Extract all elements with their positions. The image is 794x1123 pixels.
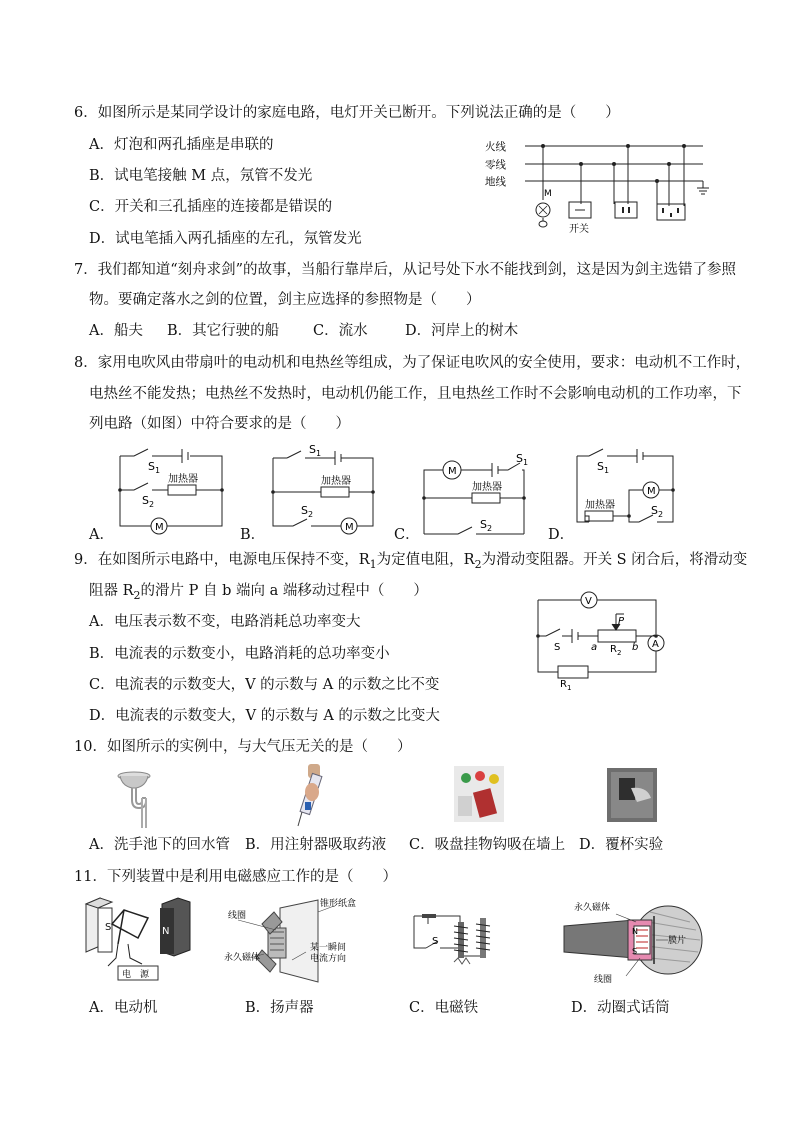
q11-a-s-pole-label: S [105,922,112,933]
q11-option-b: B．扬声器 [245,1000,314,1016]
q9-end-a-label: a [591,642,598,653]
q8-b-heater-label: 加热器 [321,476,351,487]
q8-c-heater-label: 加热器 [472,482,502,493]
q6-option-d: D．试电笔插入两孔插座的左孔，氖管发光 [89,231,362,247]
q9-option-d: D．电流表的示数变大，V 的示数与 A 的示数之比变大 [89,708,440,724]
q7-option-a: A．船夫 [89,323,143,339]
q10-inverted-cup-image [607,768,657,822]
q8-b-s1-label: S [309,443,316,456]
q11-option-d: D．动圈式话筒 [571,1000,670,1016]
q10-sink-drain-image [112,770,162,830]
q11-c-switch-label: S [432,936,439,947]
q6-neutral-wire-label: 零线 [485,159,506,171]
q6-ground-wire-label: 地线 [485,176,506,188]
q9-ammeter-label: A [652,639,659,650]
svg-text:S2: $S_2$ [142,494,155,509]
q10-option-b: B．用注射器吸取药液 [245,837,387,853]
svg-text:S1: $S_1$ [597,460,610,475]
q8-a-motor-label: M [155,522,164,533]
q9-option-c: C．电流表的示数变大，V 的示数与 A 的示数之比不变 [89,677,440,693]
q9-stem-line1: 9．在如图所示电路中，电源电压保持不变，$R_1$为定值电阻，$R_2$为滑动变阻器。开关 S 闭合后，将滑动变 [74,552,748,571]
q8-d-heater-label: 加热器 [585,500,615,511]
q9-voltmeter-label: V [585,596,592,607]
q8-d-motor-label: M [647,486,656,497]
q11-b-magnet-label: 永久磁体 [224,953,261,963]
svg-text:S1: $S_1$ [148,460,161,475]
q11-b-current-label-2: 电流方向 [310,954,347,964]
q10-stem: 10．如图所示的实例中，与大气压无关的是（ ） [74,739,412,755]
q8-a-heater-label: 加热器 [168,474,198,485]
q6-option-a: A．灯泡和两孔插座是串联的 [89,137,274,153]
svg-text:S1: $S_1$ [309,443,322,458]
q9-option-b: B．电流表的示数变小，电路消耗的总功率变小 [89,646,390,662]
q11-b-cone-label: 锥形纸盒 [320,899,357,909]
q8-option-c: C． [394,527,420,543]
q9-r1-label: R [560,679,567,690]
q9-option-a: A．电压表示数不变，电路消耗总功率变大 [89,614,361,630]
q7-option-d: D．河岸上的树木 [405,323,519,339]
q11-speaker-image [222,898,362,988]
q8-a-s2-label: S [142,494,149,507]
q8-circuit-a-figure [112,446,227,536]
q9-slider-p-label: P [618,616,625,627]
q11-d-n-label: N [632,927,638,936]
q11-a-power-label: 电 源 [122,970,150,980]
q8-c-s2-label: S [480,518,487,531]
q10-option-c: C．吸盘挂物钩吸在墙上 [409,837,566,853]
svg-text:S2: $S_2$ [651,504,664,519]
q7-option-b: B．其它行驶的船 [167,323,280,339]
q11-b-coil-label: 线圈 [228,911,247,921]
q11-option-a: A．电动机 [89,1000,158,1016]
q8-option-b: B． [240,527,266,543]
q11-b-current-label-1: 某一瞬间 [310,943,347,953]
q11-d-coil-label: 线圈 [594,975,613,985]
q11-d-magnet-label: 永久磁体 [574,903,611,913]
svg-text:S2: $S_2$ [301,504,314,519]
q11-stem: 11．下列装置中是利用电磁感应工作的是（ ） [74,869,397,885]
q8-c-s1-label: S [516,452,523,465]
q8-d-s2-label: S [651,504,658,517]
q6-option-b: B．试电笔接触 M 点，氖管不发光 [89,168,313,184]
q8-stem-line1: 8．家用电吹风由带扇叶的电动机和电热丝等组成，为了保证电吹风的安全使用，要求：电动机不工作时， [74,355,751,371]
q9-r2-label: R [610,644,617,655]
q8-circuit-d-figure [569,446,684,536]
q6-live-wire-label: 火线 [485,141,506,153]
q10-suction-hook-image [454,766,504,822]
q8-b-s2-label: S [301,504,308,517]
svg-text:S1: $S_1$ [516,452,529,467]
q9-stem-line2: 阻器 $R_2$的滑片 P 自 b 端向 a 端移动过程中（ ） [89,583,428,602]
q7-stem-line2: 物。要确定落水之剑的位置，剑主应选择的参照物是（ ） [89,292,481,308]
q11-option-c: C．电磁铁 [409,1000,479,1016]
q7-stem-line1: 7．我们都知道“刻舟求剑”的故事，当船行靠岸后，从记号处下水不能找到剑，这是因为剑主选错了参照 [74,262,737,278]
q6-stem: 6．如图所示是某同学设计的家庭电路，电灯开关已断开。下列说法正确的是（ ） [74,105,620,121]
q10-option-a: A．洗手池下的回水管 [89,837,230,853]
q8-option-a: A． [89,527,114,543]
q8-circuit-b-figure [265,442,380,534]
q11-d-s-label: S [632,947,638,956]
q8-a-s1-label: S [148,460,155,473]
q8-c-motor-label: M [448,466,457,477]
q6-point-m-label: M [544,189,552,199]
q9-end-b-label: b [632,642,639,653]
svg-text:R2: $R_2$ [610,644,622,657]
q6-household-circuit-figure [485,136,715,236]
q8-circuit-c-figure [416,448,531,540]
q9-switch-s-label: S [554,642,561,653]
q6-switch-label: 开关 [569,224,589,235]
q8-option-d: D． [548,527,575,543]
q8-b-motor-label: M [345,522,354,533]
q7-option-c: C．流水 [313,323,368,339]
svg-text:R1: $R_1$ [560,679,572,692]
q11-a-n-pole-label: N [162,926,170,937]
q11-moving-coil-microphone-image [564,900,714,988]
q11-electric-motor-image [82,894,192,984]
q8-stem-line3: 列电路（如图）中符合要求的是（ ） [89,416,350,432]
q11-d-film-label: 膜片 [668,936,687,946]
svg-text:S2: $S_2$ [480,518,493,533]
q8-d-s1-label: S [597,460,604,473]
q9-circuit-figure [532,588,672,692]
q10-option-d: D．覆杯实验 [579,837,664,853]
q6-option-c: C．开关和三孔插座的连接都是错误的 [89,199,333,215]
q10-syringe-image [296,762,326,828]
q11-electromagnet-image [404,908,514,972]
q8-stem-line2: 电热丝不能发热；电热丝不发热时，电动机仍能工作，且电热丝工作时不会影响电动机的工作功率，下 [89,386,742,402]
